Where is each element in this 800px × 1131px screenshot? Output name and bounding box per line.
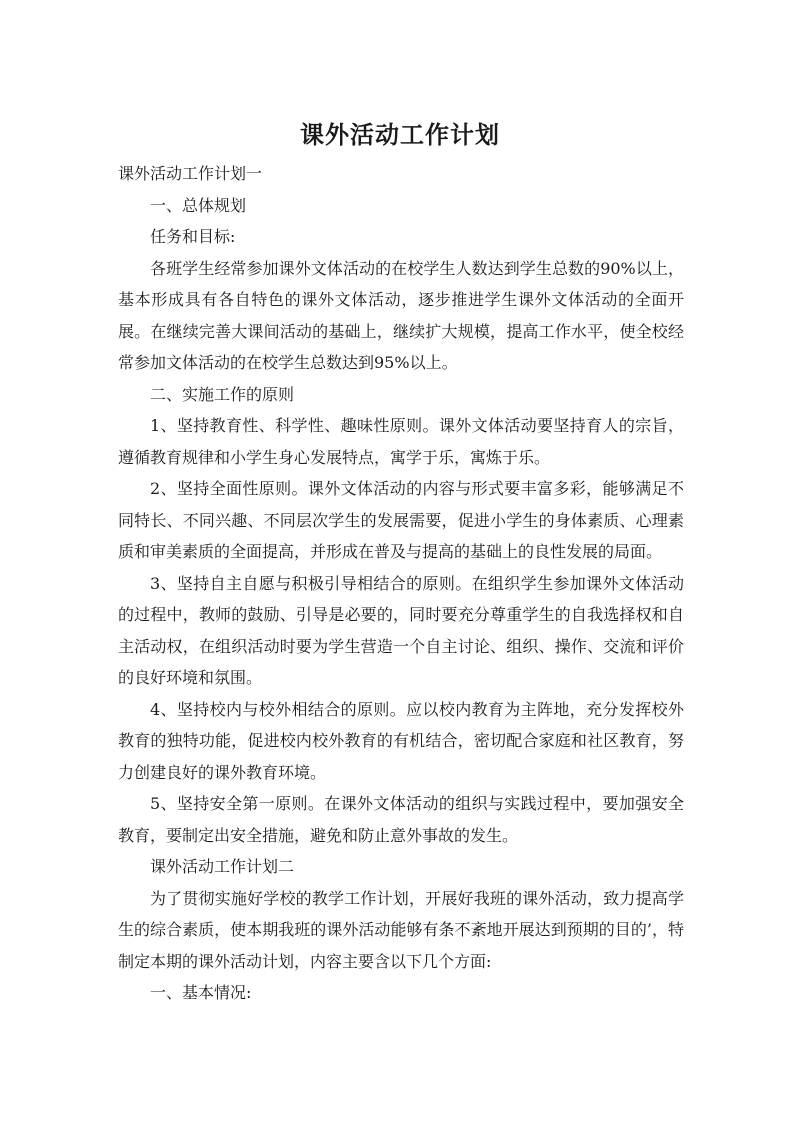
paragraph: 一、总体规划 [150, 195, 247, 215]
paragraph: 一、基本情况: [150, 983, 252, 1002]
paragraph: 任务和目标: [150, 227, 236, 246]
paragraph: 5、坚持安全第一原则。在课外文体活动的组织与实践过程中，要加强安全教育，要制定出安全措施，避免和防止意外事故的发生。 [118, 794, 684, 845]
document-title: 课外活动工作计划 [300, 121, 500, 149]
paragraph: 3、坚持自主自愿与积极引导相结合的原则。在组织学生参加课外文体活动的过程中，教师的鼓励、引导是必要的，同时要充分尊重学生的自我选择权和自主活动权，在组织活动时要为学生营造一个自主讨论、组织、操作、交流和评价的良好环境和氛围。 [118, 573, 684, 687]
paragraph: 各班学生经常参加课外文体活动的在校学生人数达到学生总数的90%以上，基本形成具有各自特色的课外文体活动，逐步推进学生课外文体活动的全面开展。在继续完善大课间活动的基础上，继续扩大规模，提高工作水平，使全校经常参加文体活动的在校学生总数达到95%以上。 [118, 258, 684, 372]
paragraph: 二、实施工作的原则 [150, 384, 295, 404]
paragraph: 4、坚持校内与校外相结合的原则。应以校内教育为主阵地，充分发挥校外教育的独特功能，促进校内校外教育的有机结合，密切配合家庭和社区教育，努力创建良好的课外教育环境。 [118, 699, 684, 782]
paragraph: 课外活动工作计划一 [118, 164, 263, 183]
paragraph: 课外活动工作计划二 [150, 857, 295, 876]
paragraph: 1、坚持教育性、科学性、趣味性原则。课外文体活动要坚持育人的宗旨，遵循教育规律和小学生身心发展特点，寓学于乐，寓炼于乐。 [118, 416, 684, 467]
paragraph: 2、坚持全面性原则。课外文体活动的内容与形式要丰富多彩，能够满足不同特长、不同兴趣、不同层次学生的发展需要，促进小学生的身体素质、心理素质和审美素质的全面提高，并形成在普及与提高的基础上的良性发展的局面。 [118, 479, 684, 561]
paragraph: 为了贯彻实施好学校的教学工作计划，开展好我班的课外活动，致力提高学生的综合素质，使本期我班的课外活动能够有条不紊地开展达到预期的目的’，特制定本期的课外活动计划，内容主要含以下几个方面: [118, 888, 684, 971]
document-body [118, 158, 684, 1009]
